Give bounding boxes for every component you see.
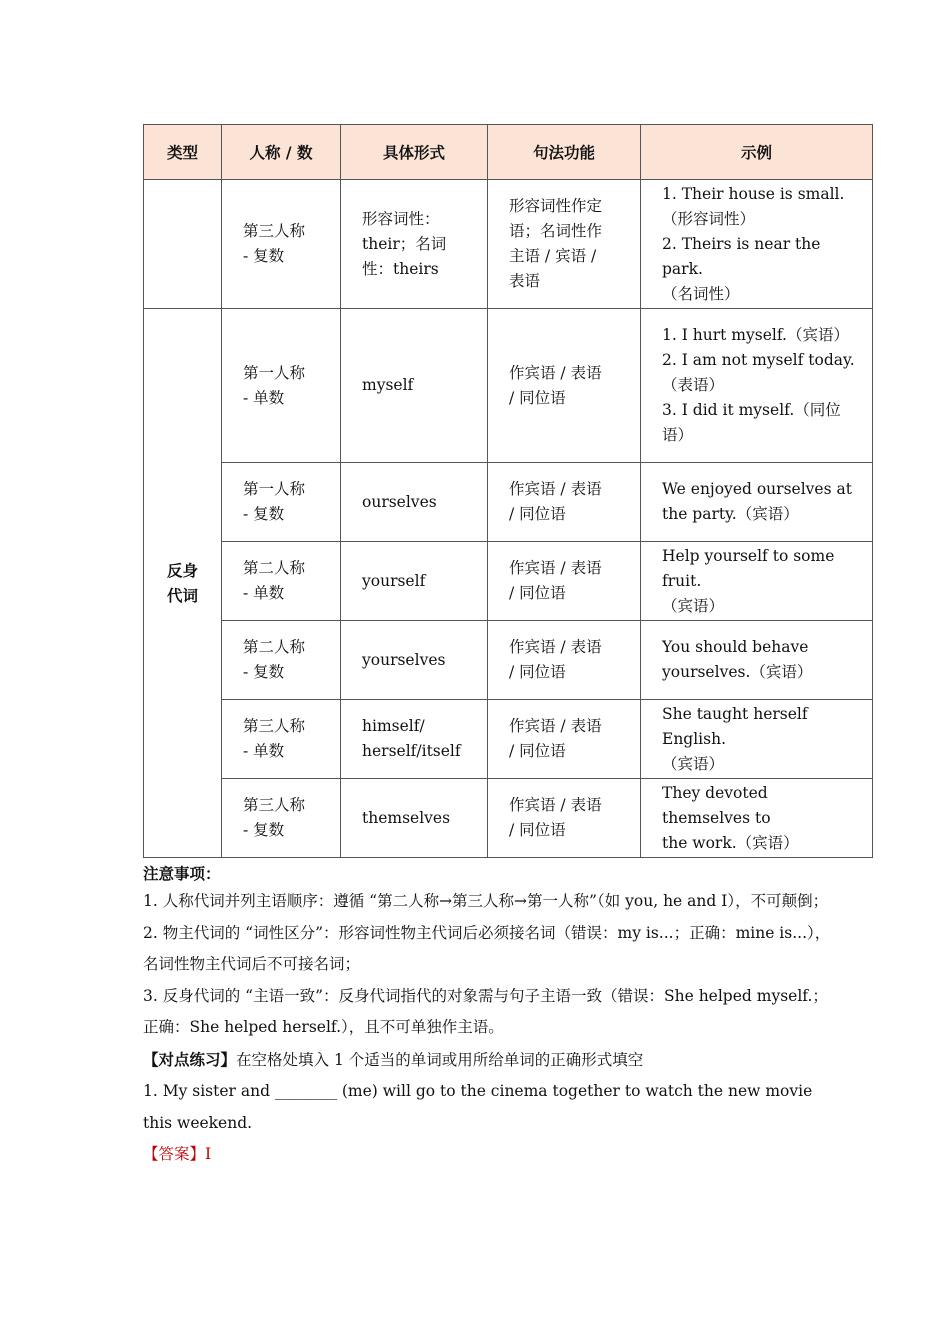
example-cell: 1. I hurt myself.（宾语） 2. I am not myself today. （表语） 3. I did it myself.（同位 语） [641,309,873,463]
form-cell: yourselves [341,621,488,700]
table-header-row [144,125,873,180]
practice-instruction: 在空格处填入 1 个适当的单词或用所给单词的正确形式填空 [236,1050,644,1069]
header-type: 类型 [144,125,222,180]
form-cell: yourself [341,542,488,621]
header-example: 示例 [641,125,873,180]
example-cell: You should behave yourselves.（宾语） [641,621,873,700]
note-item: 1. 人称代词并列主语顺序：遵循 “第二人称→第三人称→第一人称”（如 you, he and I），不可颠倒； [143,892,829,910]
header-person-number: 人称 / 数 [222,125,341,180]
form-cell: himself/ herself/itself [341,700,488,779]
table-row [144,779,873,858]
table-row [144,621,873,700]
person-cell: 第三人称 - 单数 [222,700,341,779]
function-cell: 作宾语 / 表语 / 同位语 [488,463,641,542]
empty-category-cell [144,180,222,309]
person-cell: 第三人称 - 复数 [222,180,341,309]
answer-label: 【答案】 [143,1145,206,1163]
header-form: 具体形式 [341,125,488,180]
function-cell: 作宾语 / 表语 / 同位语 [488,779,641,858]
practice-label: 【对点练习】 [143,1049,237,1069]
example-cell: She taught herself English. （宾语） [641,700,873,779]
form-cell: themselves [341,779,488,858]
function-cell: 作宾语 / 表语 / 同位语 [488,542,641,621]
reflexive-category-cell: 反身 代词 [144,309,222,858]
table-row [144,542,873,621]
practice-question: 1. My sister and ________ (me) will go to the cinema together to watch the new movie this weekend. [143,1082,813,1132]
person-cell: 第一人称 - 复数 [222,463,341,542]
header-function: 句法功能 [488,125,641,180]
practice-heading [143,1044,833,1077]
example-cell: They devoted themselves to the work.（宾语） [641,779,873,858]
person-cell: 第二人称 - 单数 [222,542,341,621]
table-row [144,180,873,309]
function-cell: 作宾语 / 表语 / 同位语 [488,621,641,700]
person-cell: 第一人称 - 单数 [222,309,341,463]
function-cell: 作宾语 / 表语 / 同位语 [488,700,641,779]
table-row [144,700,873,779]
function-cell: 作宾语 / 表语 / 同位语 [488,309,641,463]
note-item: 3. 反身代词的 “主语一致”：反身代词指代的对象需与句子主语一致（错误：She helped myself.；正确：She helped herself.），且不可单独作主语。 [143,986,828,1036]
pronoun-table [143,124,873,858]
notes-section [143,861,833,1171]
example-cell: Help yourself to some fruit. （宾语） [641,542,873,621]
table-row [144,463,873,542]
form-cell: 形容词性： their；名词 性：theirs [341,180,488,309]
person-cell: 第三人称 - 复数 [222,779,341,858]
function-cell: 形容词性作定 语；名词性作 主语 / 宾语 / 表语 [488,180,641,309]
person-cell: 第二人称 - 复数 [222,621,341,700]
form-cell: myself [341,309,488,463]
note-item: 2. 物主代词的 “词性区分”：形容词性物主代词后必须接名词（错误：my is...；正确：mine is...），名词性物主代词后不可接名词； [143,923,831,973]
example-cell: We enjoyed ourselves at the party.（宾语） [641,463,873,542]
form-cell: ourselves [341,463,488,542]
answer-line [143,1139,833,1171]
notes-title: 注意事项： [143,864,221,883]
table-row [144,309,873,463]
answer-value: I [205,1145,212,1163]
example-cell: 1. Their house is small. （形容词性） 2. Theirs is near the park. （名词性） [641,180,873,309]
